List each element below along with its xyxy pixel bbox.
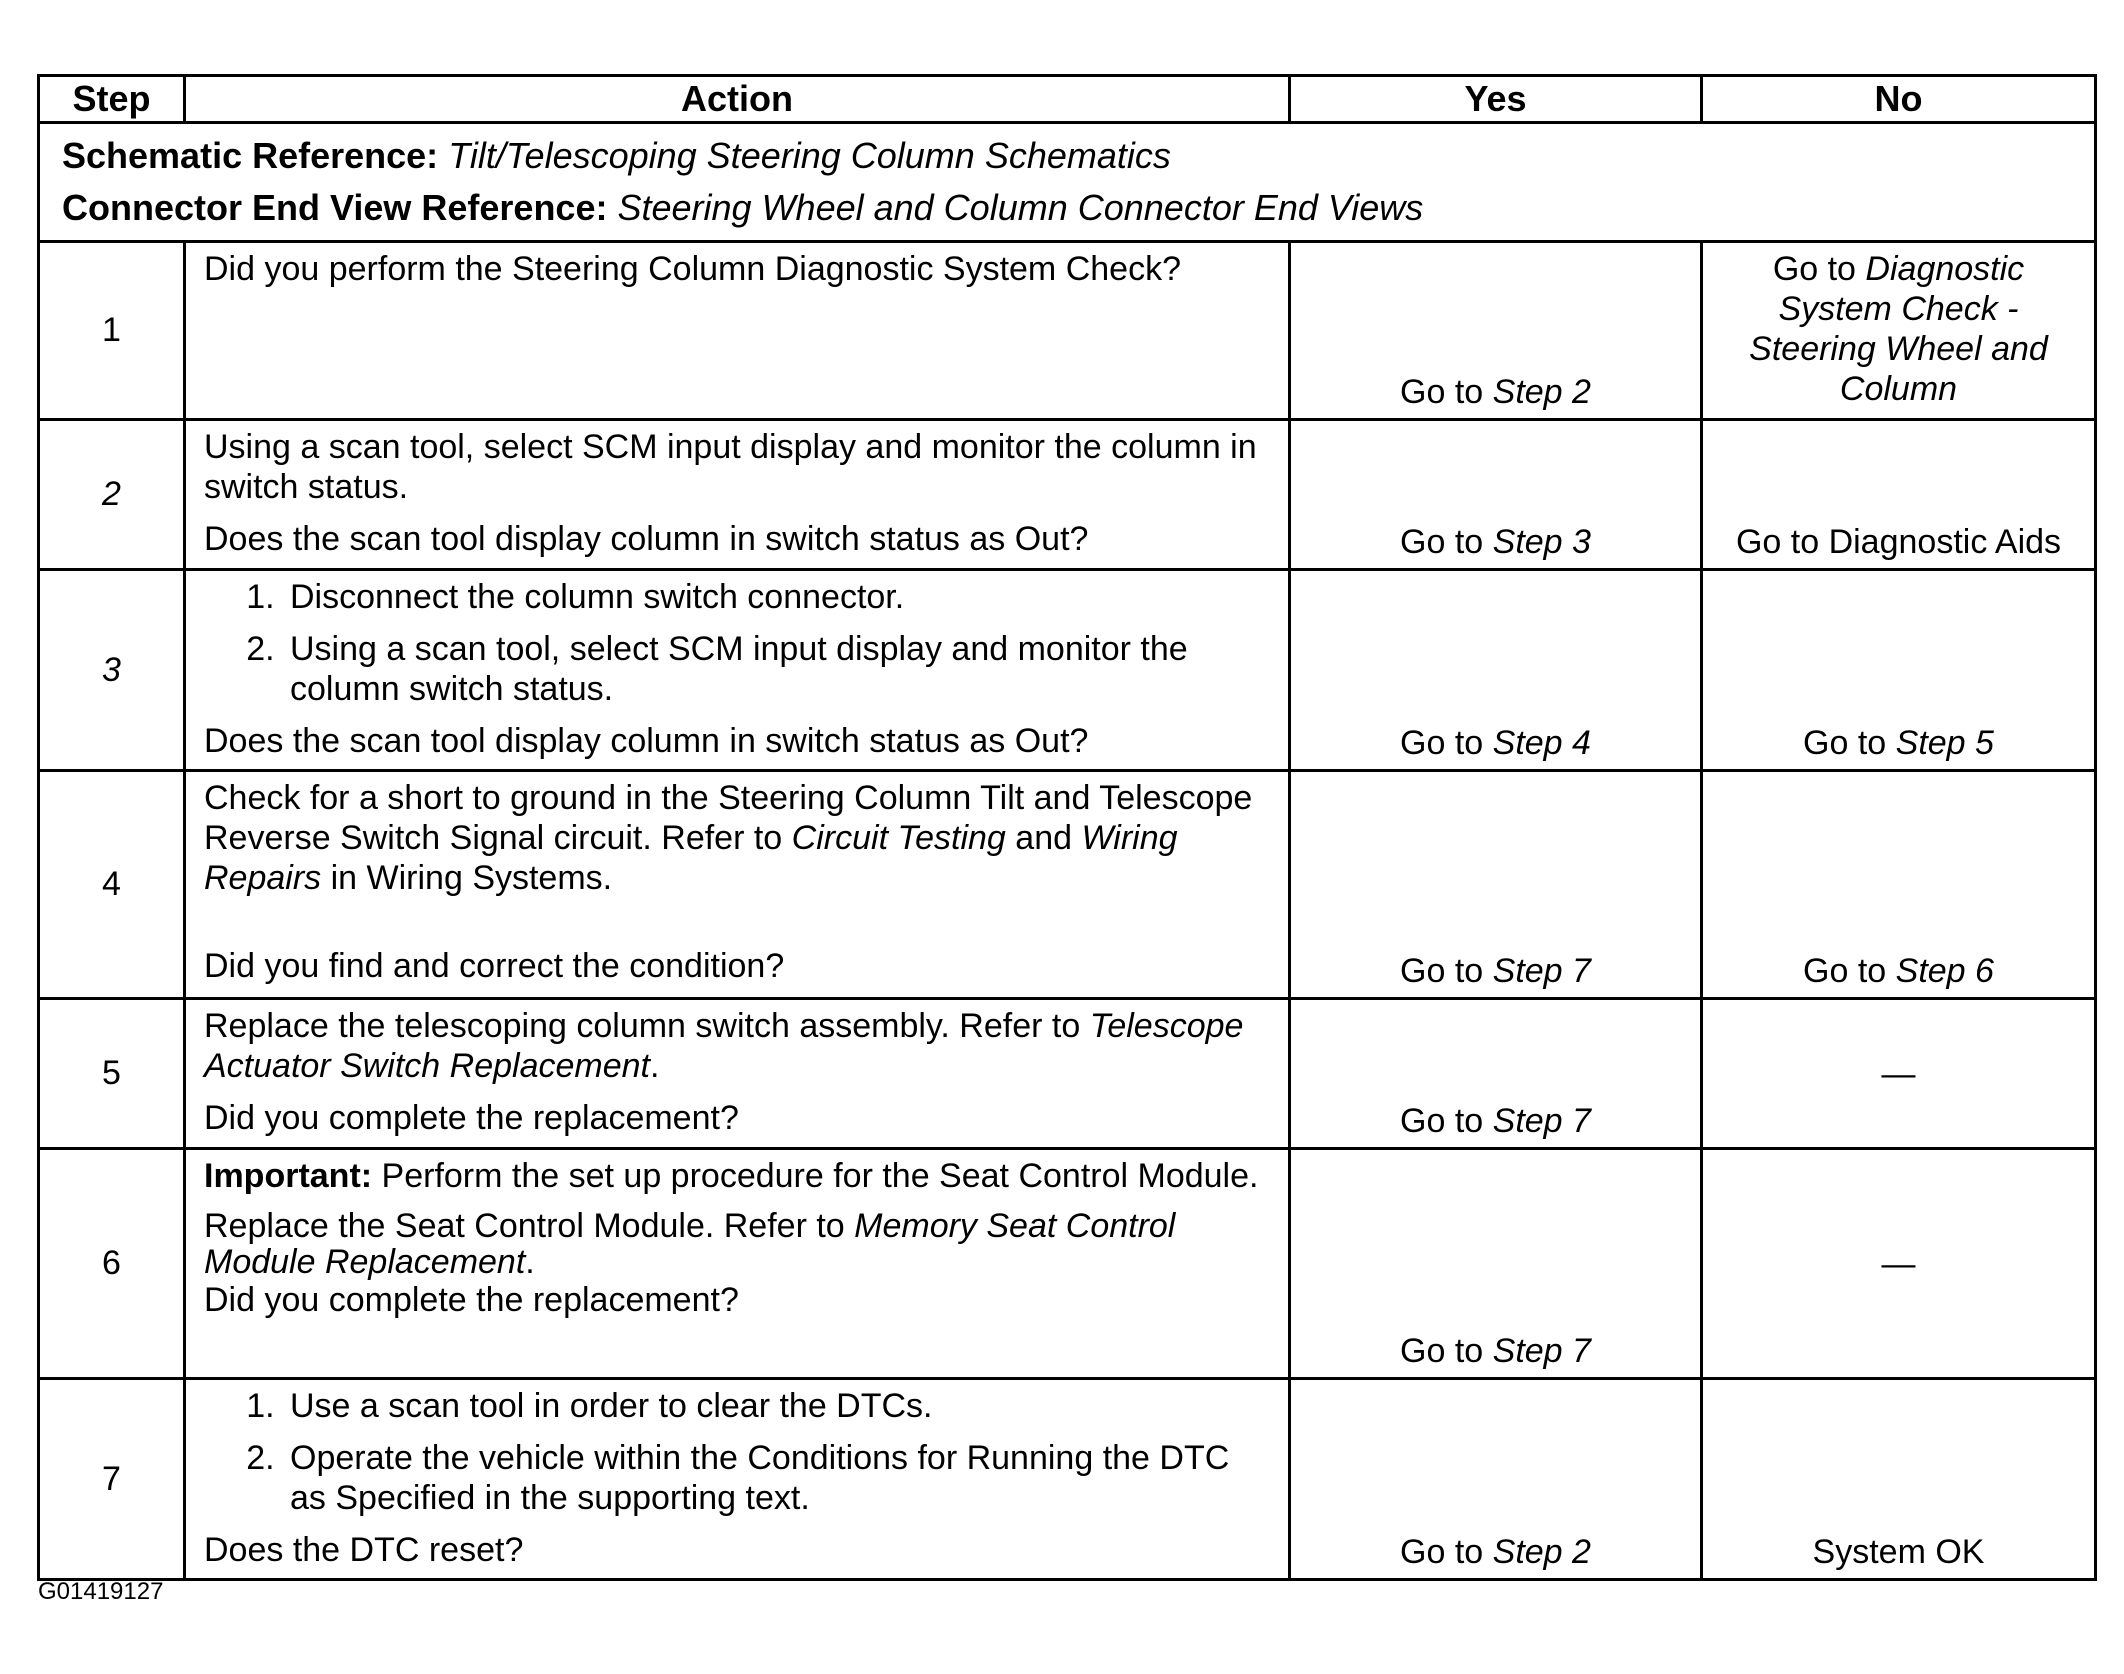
yes-prefix: Go to xyxy=(1400,373,1493,411)
action-cell xyxy=(185,242,1290,420)
no-text: System OK xyxy=(1812,1533,1985,1571)
table-row xyxy=(39,420,2096,570)
connector-reference-label: Connector End View Reference: xyxy=(62,187,608,228)
no-link: Step 6 xyxy=(1895,952,1994,990)
action-list xyxy=(204,1386,1270,1518)
step-number xyxy=(39,570,185,771)
no-link: Step 5 xyxy=(1895,724,1994,762)
yes-link: Step 7 xyxy=(1492,952,1591,990)
action-link: Wiring Repairs xyxy=(204,819,1178,897)
important-text: Perform the set up procedure for the Seat Control Module. xyxy=(372,1157,1259,1195)
schematic-reference xyxy=(62,130,2072,182)
no-dash: — xyxy=(1881,1244,1916,1283)
step-number: 6 xyxy=(39,1149,185,1379)
header-action: Action xyxy=(185,76,1290,123)
yes-prefix: Go to xyxy=(1400,724,1493,762)
figure-id: G01419127 xyxy=(38,1578,164,1605)
yes-cell xyxy=(1290,420,1702,570)
no-prefix: Go to xyxy=(1772,250,1866,288)
table-row xyxy=(39,242,2096,420)
action-cell xyxy=(185,420,1290,570)
yes-link: Step 3 xyxy=(1492,523,1591,561)
action-question: Does the scan tool display column in switch status as Out? xyxy=(204,722,1089,760)
action-cell xyxy=(185,999,1290,1149)
yes-link: Step 2 xyxy=(1492,1533,1591,1571)
action-question: Did you complete the replacement? xyxy=(204,1099,739,1137)
list-item: 2. Using a scan tool, select SCM input display and monitor the column switch status. xyxy=(284,629,1270,709)
list-item: 2. Operate the vehicle within the Conditions for Running the DTC as Specified in the supporting text. xyxy=(284,1438,1270,1518)
action-text: . xyxy=(525,1243,535,1281)
table-row xyxy=(39,1149,2096,1379)
no-link: Diagnostic System Check - Steering Wheel and Column xyxy=(1749,250,2048,408)
action-link: Telescope Actuator Switch Replacement xyxy=(204,1007,1244,1085)
table-row xyxy=(39,771,2096,999)
yes-cell xyxy=(1290,242,1702,420)
action-link: Memory Seat Control Module Replacement xyxy=(204,1207,1176,1281)
reference-cell xyxy=(39,123,2096,242)
no-dash: — xyxy=(1881,1054,1916,1093)
schematic-reference-value: Tilt/Telescoping Steering Column Schematics xyxy=(448,135,1171,176)
connector-reference xyxy=(62,182,2072,234)
step-number: 1 xyxy=(39,242,185,420)
table-row xyxy=(39,1379,2096,1580)
table-row xyxy=(39,999,2096,1149)
yes-link: Step 2 xyxy=(1492,373,1591,411)
action-instruction xyxy=(204,1208,1270,1280)
action-cell xyxy=(185,1379,1290,1580)
step-number: 4 xyxy=(39,771,185,999)
yes-cell xyxy=(1290,1149,1702,1379)
no-cell xyxy=(1702,771,2096,999)
yes-cell xyxy=(1290,1379,1702,1580)
yes-prefix: Go to xyxy=(1400,1533,1493,1571)
important-note xyxy=(204,1156,1270,1196)
action-text: Replace the telescoping column switch assembly. Refer to xyxy=(204,1007,1090,1045)
step-number: 7 xyxy=(39,1379,185,1580)
action-text: and xyxy=(1005,819,1082,857)
action-instruction xyxy=(204,778,1270,898)
action-text: Replace the Seat Control Module. Refer to xyxy=(204,1207,855,1245)
action-link: Circuit Testing xyxy=(791,819,1006,857)
yes-prefix: Go to xyxy=(1400,1332,1493,1370)
header-row xyxy=(39,76,2096,123)
no-cell xyxy=(1702,1149,2096,1379)
no-prefix: Go to xyxy=(1803,724,1896,762)
table-row xyxy=(39,570,2096,771)
action-instruction: Using a scan tool, select SCM input display and monitor the column in switch status. xyxy=(204,428,1257,506)
action-text: Check for a short to ground in the Steering Column Tilt and Telescope Reverse Switch Signal circuit. Refer to xyxy=(204,779,1253,857)
action-text: . xyxy=(649,1047,660,1085)
reference-row xyxy=(39,123,2096,242)
yes-prefix: Go to xyxy=(1400,1102,1493,1140)
yes-cell xyxy=(1290,999,1702,1149)
diagnostic-table xyxy=(37,74,2097,1581)
yes-link: Step 4 xyxy=(1492,724,1591,762)
no-prefix: Go to xyxy=(1803,952,1896,990)
step-number: 5 xyxy=(39,999,185,1149)
header-yes: Yes xyxy=(1290,76,1702,123)
yes-link: Step 7 xyxy=(1492,1102,1591,1140)
action-cell xyxy=(185,1149,1290,1379)
action-cell xyxy=(185,771,1290,999)
step-number-text: 2 xyxy=(102,475,121,513)
no-cell xyxy=(1702,999,2096,1149)
list-item: 1. Disconnect the column switch connector. xyxy=(284,577,1270,617)
schematic-reference-label: Schematic Reference: xyxy=(62,135,439,176)
no-cell xyxy=(1702,420,2096,570)
yes-link: Step 7 xyxy=(1492,1332,1591,1370)
no-text: Go to Diagnostic Aids xyxy=(1735,523,2062,561)
yes-cell xyxy=(1290,771,1702,999)
connector-reference-value: Steering Wheel and Column Connector End Views xyxy=(617,187,1424,228)
step-number xyxy=(39,420,185,570)
yes-prefix: Go to xyxy=(1400,952,1493,990)
list-item: 1. Use a scan tool in order to clear the DTCs. xyxy=(284,1386,1270,1426)
header-step: Step xyxy=(39,76,185,123)
action-instruction xyxy=(204,1006,1270,1086)
yes-prefix: Go to xyxy=(1400,523,1493,561)
no-cell xyxy=(1702,242,2096,420)
action-list xyxy=(204,577,1270,709)
no-cell xyxy=(1702,1379,2096,1580)
important-label: Important: xyxy=(204,1157,373,1195)
action-text: in Wiring Systems. xyxy=(321,859,613,897)
yes-cell xyxy=(1290,570,1702,771)
action-question: Does the scan tool display column in switch status as Out? xyxy=(204,520,1089,558)
action-cell xyxy=(185,570,1290,771)
action-question: Did you perform the Steering Column Diagnostic System Check? xyxy=(204,250,1181,288)
step-number-text: 3 xyxy=(102,650,121,689)
action-question: Did you complete the replacement? xyxy=(204,1281,739,1319)
no-cell xyxy=(1702,570,2096,771)
action-question: Did you find and correct the condition? xyxy=(204,947,785,985)
action-question: Does the DTC reset? xyxy=(204,1531,524,1569)
header-no: No xyxy=(1702,76,2096,123)
